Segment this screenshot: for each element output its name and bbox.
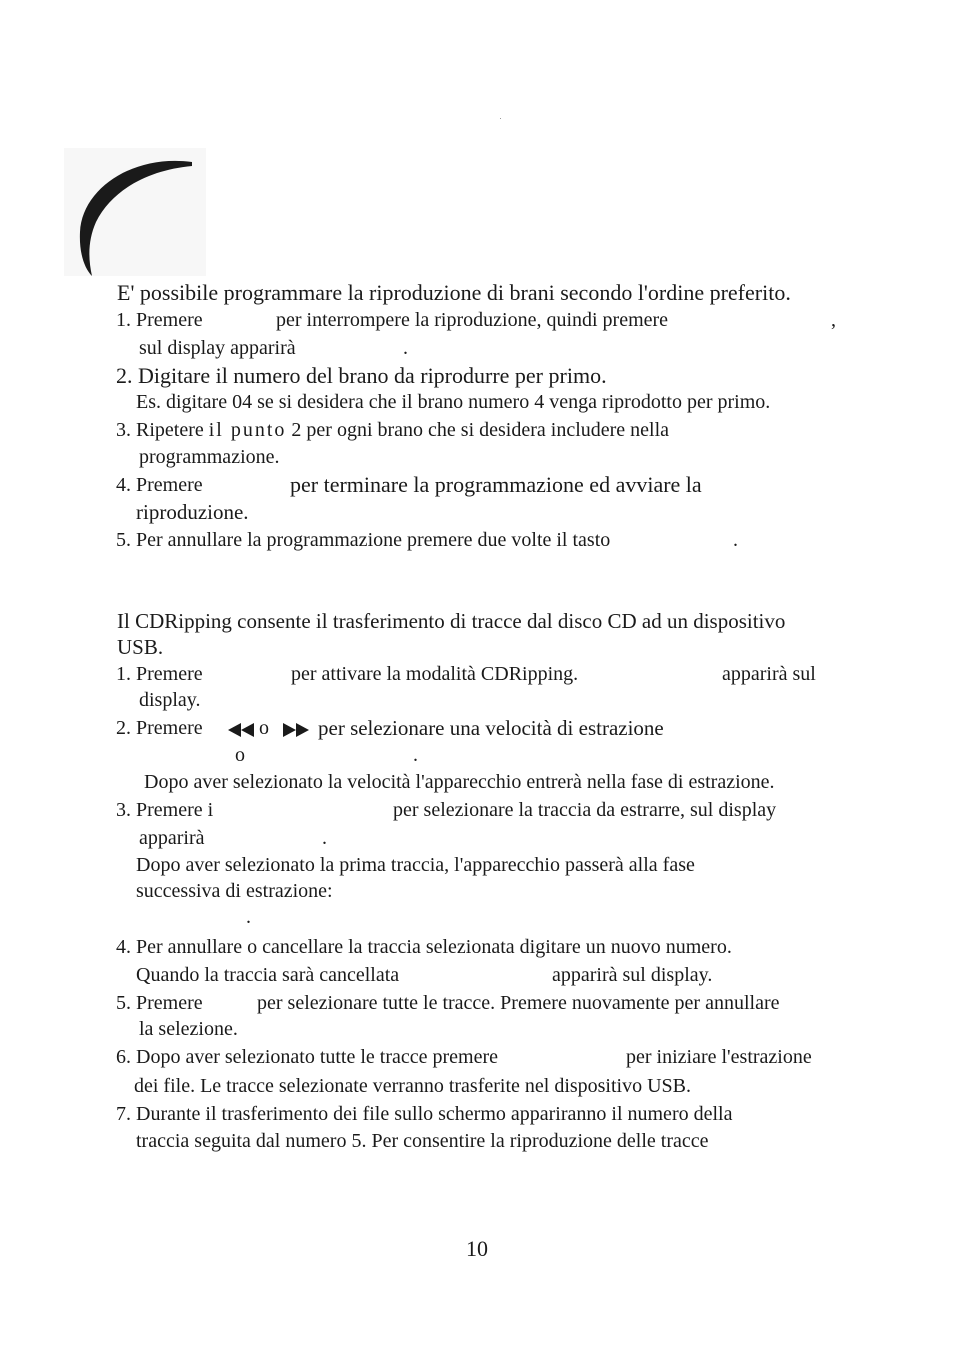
step-number: 3.: [116, 419, 131, 441]
arc-logo: [64, 148, 206, 276]
speck: [500, 118, 501, 119]
step-ref: il punto: [208, 419, 287, 441]
step-text: Dopo aver selezionato tutte le tracce premere: [136, 1046, 499, 1068]
program-step-3-cont: programmazione.: [139, 446, 280, 468]
step-number: 4.: [116, 474, 131, 496]
arc-logo-graphic: [64, 148, 206, 276]
step-number: 2.: [116, 363, 133, 388]
ripping-step-2-end: .: [413, 744, 418, 766]
program-step-5-end: .: [733, 529, 738, 551]
ripping-step-1-text: per attivare la modalità CDRipping.: [291, 663, 579, 685]
step-text: Per annullare la programmazione premere due volte il tasto: [136, 529, 611, 551]
fast-forward-icon: [283, 723, 309, 737]
ripping-step-6-cont: dei file. Le tracce selezionate verranno trasferite nel dispositivo USB.: [134, 1075, 692, 1097]
ripping-step-5: [116, 992, 203, 1015]
step-text: Premere i: [136, 799, 214, 821]
program-step-1-comma: ,: [831, 309, 836, 331]
program-step-1-cont: sul display apparirà: [139, 337, 296, 359]
program-step-1-text: per interrompere la riproduzione, quindi premere: [276, 309, 669, 331]
ripping-step-1-text-2: apparirà sul: [722, 663, 816, 685]
program-step-2-example: Es. digitare 04 se si desidera che il brano numero 4 venga riprodotto per primo.: [136, 391, 771, 413]
page-number: 10: [466, 1236, 488, 1261]
ripping-step-3: [116, 799, 213, 822]
program-step-4: [116, 474, 203, 497]
rewind-icon: [228, 723, 254, 737]
ripping-step-2-or-2: o: [235, 744, 245, 766]
program-step-3: [116, 419, 669, 442]
ripping-step-3-cont: apparirà: [139, 827, 205, 849]
step-number: 1.: [116, 309, 131, 331]
step-text: Per annullare o cancellare la traccia selezionata digitare un nuovo numero.: [136, 936, 732, 958]
ripping-step-2-or: o: [259, 717, 269, 739]
intro-text: E' possibile programmare la riproduzione di brani secondo l'ordine preferito.: [117, 280, 791, 305]
program-step-2: [116, 363, 607, 389]
ripping-step-6: [116, 1046, 498, 1069]
step-number: 4.: [116, 936, 131, 958]
ripping-step-4-cont: Quando la traccia sarà cancellata: [136, 964, 400, 986]
step-text: Premere: [136, 992, 203, 1014]
ripping-step-4: [116, 936, 732, 959]
ripping-step-3-note-end: .: [246, 906, 251, 928]
ripping-step-2: [116, 717, 203, 740]
ripping-step-4-cont-2: apparirà sul display.: [552, 964, 713, 986]
step-number: 2.: [116, 717, 131, 739]
step-text: Premere: [136, 663, 203, 685]
ripping-step-3-note-cont: successiva di estrazione:: [136, 880, 333, 902]
ripping-step-7-cont: traccia seguita dal numero 5. Per consentire la riproduzione delle tracce: [136, 1130, 709, 1152]
step-number: 6.: [116, 1046, 131, 1068]
program-step-1-end: .: [403, 337, 408, 359]
program-step-4-cont: riproduzione.: [136, 500, 249, 524]
ripping-step-1-cont: display.: [139, 689, 201, 711]
ripping-step-5-text: per selezionare tutte le tracce. Premere nuovamente per annullare: [257, 992, 780, 1014]
ripping-intro: Il CDRipping consente il trasferimento di tracce dal disco CD ad un dispositivo: [117, 609, 786, 633]
ripping-step-2-note: Dopo aver selezionato la velocità l'apparecchio entrerà nella fase di estrazione.: [144, 771, 775, 793]
ripping-step-6-text: per iniziare l'estrazione: [626, 1046, 812, 1068]
step-text: Ripetere: [136, 419, 204, 441]
ripping-step-2-text: per selezionare una velocità di estrazione: [318, 716, 664, 740]
ripping-step-1: [116, 663, 203, 686]
step-number: 3.: [116, 799, 131, 821]
step-text: Premere: [136, 717, 203, 739]
step-text: Durante il trasferimento dei file sullo schermo appariranno il numero della: [136, 1103, 733, 1125]
step-text: Premere: [136, 474, 203, 496]
program-step-4-text: per terminare la programmazione ed avviare la: [290, 472, 702, 497]
step-text: Premere: [136, 309, 203, 331]
step-text-2: 2 per ogni brano che si desidera includere nella: [291, 419, 670, 441]
step-number: 5.: [116, 529, 131, 551]
ripping-step-7: [116, 1103, 732, 1126]
ripping-step-3-text: per selezionare la traccia da estrarre, sul display: [393, 799, 777, 821]
program-step-5: [116, 529, 610, 552]
ripping-step-3-note: Dopo aver selezionato la prima traccia, l'apparecchio passerà alla fase: [136, 854, 695, 876]
step-number: 7.: [116, 1103, 131, 1125]
ripping-step-3-end: .: [322, 827, 327, 849]
ripping-intro-cont: USB.: [117, 635, 164, 659]
ripping-step-5-cont: la selezione.: [139, 1018, 238, 1040]
step-text: Digitare il numero del brano da riprodurre per primo.: [138, 363, 607, 388]
step-number: 1.: [116, 663, 131, 685]
program-step-1: [116, 309, 203, 332]
step-number: 5.: [116, 992, 131, 1014]
